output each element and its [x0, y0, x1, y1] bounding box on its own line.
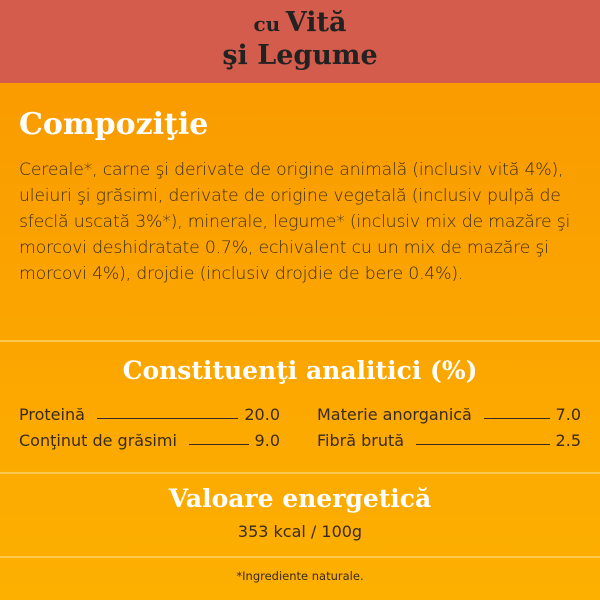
energy-title: Valoare energetică: [168, 484, 432, 513]
analytic-row-protein: [19, 405, 280, 424]
analytic-value: 9.0: [254, 431, 280, 450]
analytic-value: 2.5: [555, 431, 581, 450]
energy-value: 353 kcal / 100g: [237, 522, 363, 541]
analytics-title: Constituenţi analitici (%): [122, 356, 478, 385]
analytic-value: 20.0: [244, 405, 280, 424]
header-prefix: cu: [253, 12, 281, 36]
analytic-value: 7.0: [555, 405, 581, 424]
analytic-row-fibre: [317, 431, 581, 450]
analytic-label: Fibră brută: [317, 431, 405, 450]
divider: [0, 472, 600, 474]
divider: [0, 340, 600, 342]
analytic-label: Proteină: [19, 405, 85, 424]
composition-section: [19, 105, 589, 287]
product-header: [0, 0, 600, 83]
header-flavor: Vită: [285, 7, 347, 38]
footnote: *Ingrediente naturale.: [236, 569, 364, 583]
composition-text: Cereale*, carne şi derivate de origine animală (inclusiv vită 4%), uleiuri şi grăsimi, derivate de origine vegetală (inclusiv pulpă de sfeclă uscată 3%*), minerale, legume* (inclusiv mix de mazăre şi morcovi deshidratate 0.7%, echivalent cu un mix de mazăre şi morcovi 4%), drojdie (inclusiv drojdie de bere 0.4%).: [19, 160, 571, 284]
composition-title: Compoziţie: [19, 107, 209, 142]
divider: [0, 556, 600, 558]
analytic-row-ash: [317, 405, 581, 424]
analytic-label: Conţinut de grăsimi: [19, 431, 177, 450]
header-subtitle: şi Legume: [222, 40, 378, 71]
analytic-row-fat: [19, 431, 280, 450]
analytic-label: Materie anorganică: [317, 405, 472, 424]
